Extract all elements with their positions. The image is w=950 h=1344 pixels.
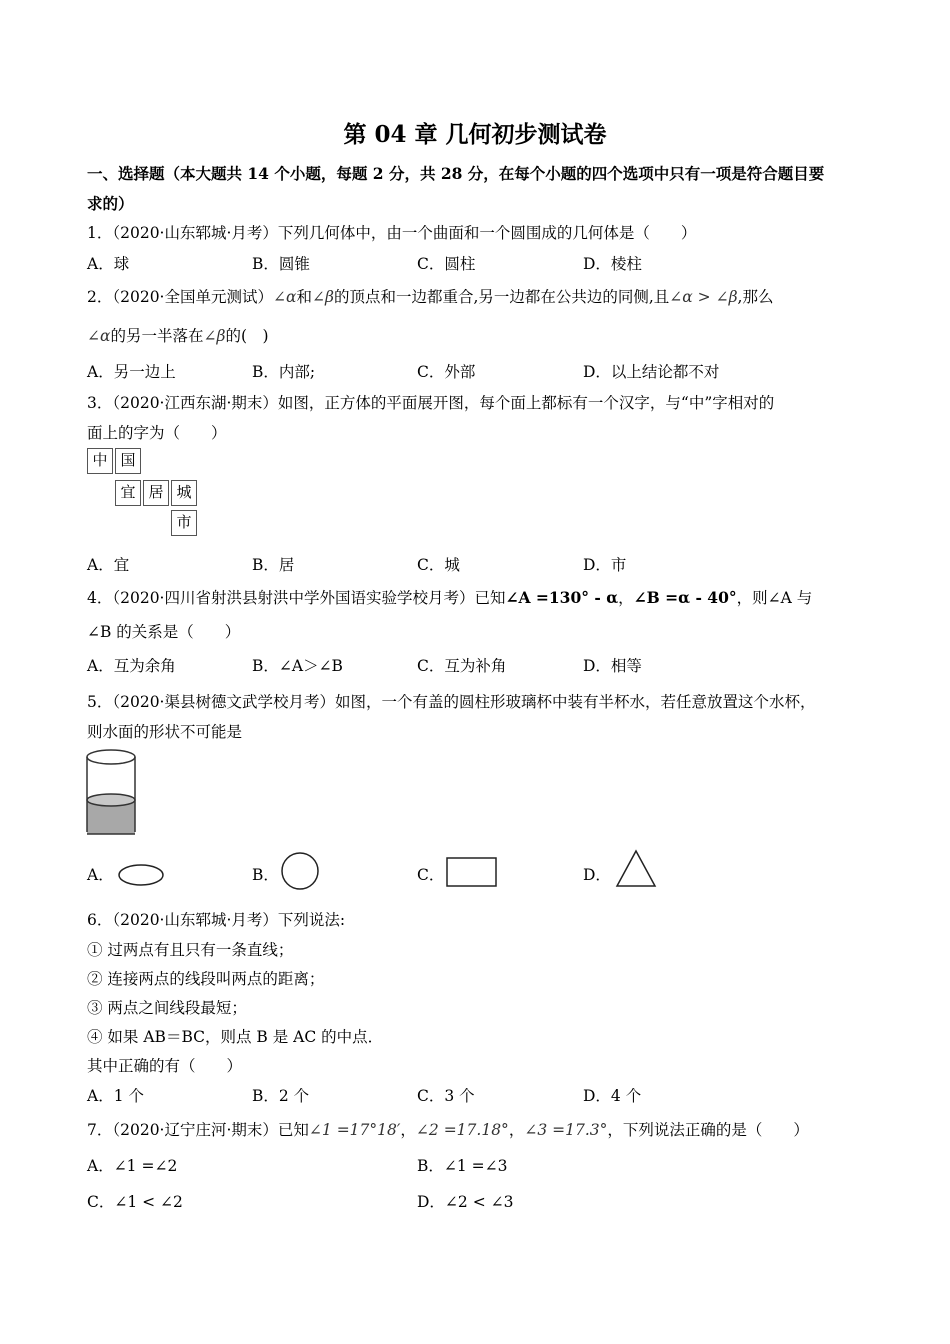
q1-option-c: C．圆柱 (417, 255, 476, 273)
q1-text: 1．（2020·山东郓城·月考）下列几何体中，由一个曲面和一个圆围成的几何体是（ ） (87, 224, 697, 242)
q2-option-d: D．以上结论都不对 (583, 363, 720, 381)
q2-blank: 的( ) (225, 327, 269, 345)
q2-line2 (87, 324, 269, 346)
q2-and: 和 (296, 288, 312, 306)
net-cell-guo: 国 (115, 448, 141, 474)
q4-option-b: B．∠A＞∠B (252, 657, 343, 675)
q1-option-d: D．棱柱 (583, 255, 642, 273)
q7-angle-2: ∠2 =17.18° (415, 1121, 509, 1139)
q2-line1 (87, 285, 773, 307)
q6-statement-4: ④ 如果 AB＝BC，则点 B 是 AC 的中点． (87, 1028, 384, 1046)
q7-option-a: A．∠1 =∠2 (87, 1157, 178, 1175)
page-title: 第 04 章 几何初步测试卷 (343, 121, 607, 148)
q5-line1: 5．（2020·渠县树德文武学校月考）如图，一个有盖的圆柱形玻璃杯中装有半杯水，若任意放置这个水杯， (87, 693, 816, 711)
q5-option-c: C． (417, 866, 445, 884)
net-cell-shi: 市 (171, 510, 197, 536)
net-cell-ju: 居 (143, 480, 169, 506)
rectangle-shape-icon (445, 856, 499, 890)
section-heading-line1: 一、选择题（本大题共 14 个小题，每题 2 分，共 28 分，在每个小题的四个选项中只有一项是符合题目要 (87, 164, 825, 183)
q7-option-c: C．∠1 < ∠2 (87, 1193, 183, 1211)
q2-angle-beta-2: ∠β (203, 327, 226, 345)
q2-option-a: A．另一边上 (87, 363, 176, 381)
q7-comma-1: ， (400, 1121, 416, 1139)
q4-option-c: C．互为补角 (417, 657, 507, 675)
q3-option-b: B．居 (252, 556, 295, 574)
q7-prefix: 7．（2020·辽宁庄河·期末）已知 (87, 1121, 309, 1139)
q6-statement-1: ① 过两点有且只有一条直线； (87, 941, 294, 959)
q3-option-c: C．城 (417, 556, 460, 574)
q2-angle-beta: ∠β (311, 288, 334, 306)
q4-comma: ， (618, 589, 634, 607)
water-glass-figure (86, 748, 138, 838)
cube-net-figure (87, 448, 201, 540)
q6-option-d: D．4 个 (583, 1087, 642, 1105)
q2-option-b: B．内部; (252, 363, 316, 381)
q2-other-half: 的另一半落在 (110, 327, 204, 345)
q3-line1: 3．（2020·江西东湖·期末）如图，正方体的平面展开图，每个面上都标有一个汉字，与“中”字相对的 (87, 394, 775, 412)
q7-option-b: B．∠1 =∠3 (417, 1157, 508, 1175)
q3-option-d: D．市 (583, 556, 627, 574)
q7-comma-2: ， (508, 1121, 525, 1139)
q4-option-d: D．相等 (583, 657, 642, 675)
q7-suffix: ，下列说法正确的是（ ） (607, 1121, 809, 1139)
net-cell-cheng: 城 (171, 480, 197, 506)
q4-suffix: ，则∠A 与 (736, 589, 813, 607)
q4-angle-b-eq: ∠B =α - 40° (633, 588, 737, 607)
q4-prefix: 4．（2020·四川省射洪县射洪中学外国语实验学校月考）已知 (87, 589, 506, 607)
triangle-shape-icon (613, 848, 659, 890)
q2-inequality: ∠α > ∠β (669, 288, 738, 306)
q5-option-d: D． (583, 866, 611, 884)
circle-shape-icon (279, 850, 321, 892)
q6-option-c: C．3 个 (417, 1087, 475, 1105)
section-heading-line2: 求的） (87, 194, 134, 213)
net-cell-yi: 宜 (115, 480, 141, 506)
ellipse-shape-icon (117, 862, 165, 888)
q2-angle-alpha: ∠α (273, 288, 297, 306)
q7-option-d: D．∠2 < ∠3 (417, 1193, 514, 1211)
q6-option-b: B．2 个 (252, 1087, 310, 1105)
q2-prefix: 2．（2020·全国单元测试） (87, 288, 273, 306)
q4-option-a: A．互为余角 (87, 657, 176, 675)
q7-angle-3: ∠3 =17.3° (524, 1121, 608, 1139)
q5-option-b: B． (252, 866, 279, 884)
q7-angle-1: ∠1 =17°18′ (308, 1121, 401, 1139)
q2-condition-text: 的顶点和一边都重合,另一边都在公共边的同侧,且 (333, 288, 670, 306)
q1-option-b: B．圆锥 (252, 255, 310, 273)
q5-line2: 则水面的形状不可能是 (87, 723, 243, 741)
q5-option-a: A． (87, 866, 114, 884)
q6-statement-2: ② 连接两点的线段叫两点的距离； (87, 970, 325, 988)
water-surface (87, 794, 135, 806)
q2-angle-alpha-2: ∠α (87, 327, 111, 345)
q6-question: 其中正确的有（ ） (87, 1057, 243, 1075)
q1-option-a: A．球 (87, 255, 130, 273)
glass-lid (87, 750, 135, 764)
q6-statement-3: ③ 两点之间线段最短； (87, 999, 247, 1017)
q3-option-a: A．宜 (87, 556, 130, 574)
q4-angle-a-eq: ∠A =130° - α (505, 588, 619, 607)
q2-option-c: C．外部 (417, 363, 476, 381)
q6-line1: 6．（2020·山东郓城·月考）下列说法: (87, 911, 346, 929)
net-cell-zhong: 中 (87, 448, 113, 474)
q6-option-a: A．1 个 (87, 1087, 144, 1105)
q2-then: ,那么 (737, 288, 774, 306)
q3-line2: 面上的字为（ ） (87, 424, 227, 442)
q7-line1 (87, 1118, 809, 1140)
q4-line2: ∠B 的关系是（ ） (87, 623, 241, 641)
q4-line1 (87, 586, 812, 608)
